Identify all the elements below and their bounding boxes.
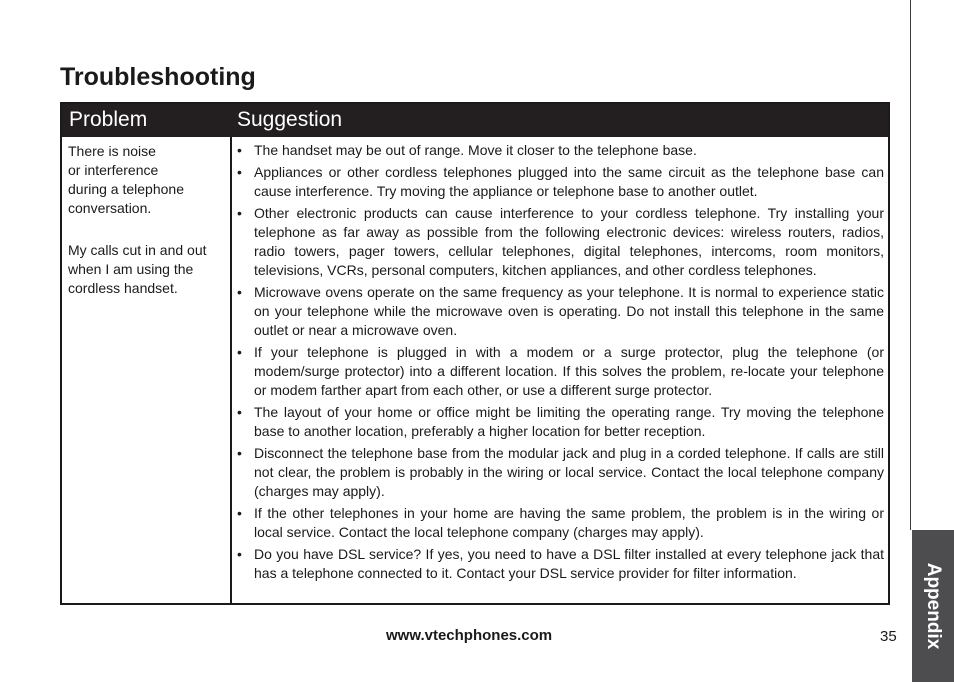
suggestion-text: Do you have DSL service? If yes, you need to have a DSL filter installed at every telephone jack that has a telephone connected to it. Contact your DSL service provider for filter information. xyxy=(254,546,884,581)
margin-rule xyxy=(910,0,911,530)
header-suggestion: Suggestion xyxy=(237,108,343,131)
suggestion-item xyxy=(237,283,884,340)
suggestion-text: The handset may be out of range. Move it closer to the telephone base. xyxy=(254,142,697,158)
bullet-icon: • xyxy=(237,205,242,221)
suggestion-text: Appliances or other cordless telephones plugged into the same circuit as the telephone base can cause interference. Try moving the appliance or telephone base to another outlet. xyxy=(254,164,884,199)
appendix-side-tab xyxy=(912,530,954,682)
problem-noise: There is noise or interference during a telephone conversation. xyxy=(68,143,184,216)
bullet-icon: • xyxy=(237,404,242,420)
header-problem: Problem xyxy=(69,108,148,131)
suggestion-text: If the other telephones in your home are having the same problem, the problem is in the wiring or local service. Contact the local telephone company (charges may apply). xyxy=(254,505,884,540)
bullet-icon: • xyxy=(237,284,242,300)
suggestion-text: Other electronic products can cause interference to your cordless telephone. Try installing your telephone as far away as possible from the following electronic devices: wireless routers, radios, radio towers, pager towers, cellular telephones, digital telephones, intercoms, room monitors, televisions, VCRs, personal computers, kitchen appliances, and other cordless telephones. xyxy=(254,205,884,278)
suggestion-text: Microwave ovens operate on the same frequency as your telephone. It is normal to experience static on your telephone while the microwave oven is operating. Do not install this telephone in the same outlet or near a microwave oven. xyxy=(254,284,884,338)
suggestion-item xyxy=(237,545,884,583)
table-header xyxy=(62,104,888,137)
page-title: Troubleshooting xyxy=(60,63,256,91)
bullet-icon: • xyxy=(237,445,242,461)
suggestion-item xyxy=(237,343,884,400)
suggestion-item xyxy=(237,504,884,542)
suggestion-item xyxy=(237,403,884,441)
side-tab-label: Appendix xyxy=(923,562,944,650)
bullet-icon: • xyxy=(237,546,242,562)
suggestion-item xyxy=(237,204,884,280)
suggestion-item xyxy=(237,141,884,160)
suggestion-text: The layout of your home or office might be limiting the operating range. Try moving the telephone base to another location, preferably a higher location for better reception. xyxy=(254,404,884,439)
suggestion-text: Disconnect the telephone base from the modular jack and plug in a corded telephone. If calls are still not clear, the problem is probably in the wiring or local service. Contact the local telephone company (charges may apply). xyxy=(254,445,884,499)
problem-calls-cut: My calls cut in and out when I am using the cordless handset. xyxy=(68,242,207,296)
page-number: 35 xyxy=(880,628,897,645)
bullet-icon: • xyxy=(237,505,242,521)
suggestion-item xyxy=(237,444,884,501)
column-divider xyxy=(230,137,232,603)
bullet-icon: • xyxy=(237,344,242,360)
suggestion-column xyxy=(237,141,884,586)
suggestion-item xyxy=(237,163,884,201)
bullet-icon: • xyxy=(237,142,242,158)
bullet-icon: • xyxy=(237,164,242,180)
suggestion-text: If your telephone is plugged in with a modem or a surge protector, plug the telephone (or modem/surge protector) into a different location. If this solves the problem, re-locate your telephone or modem farther apart from each other, or use a different surge protector. xyxy=(254,344,884,398)
troubleshooting-table xyxy=(60,102,890,605)
problem-column xyxy=(68,142,228,298)
footer-url: www.vtechphones.com xyxy=(386,627,553,644)
